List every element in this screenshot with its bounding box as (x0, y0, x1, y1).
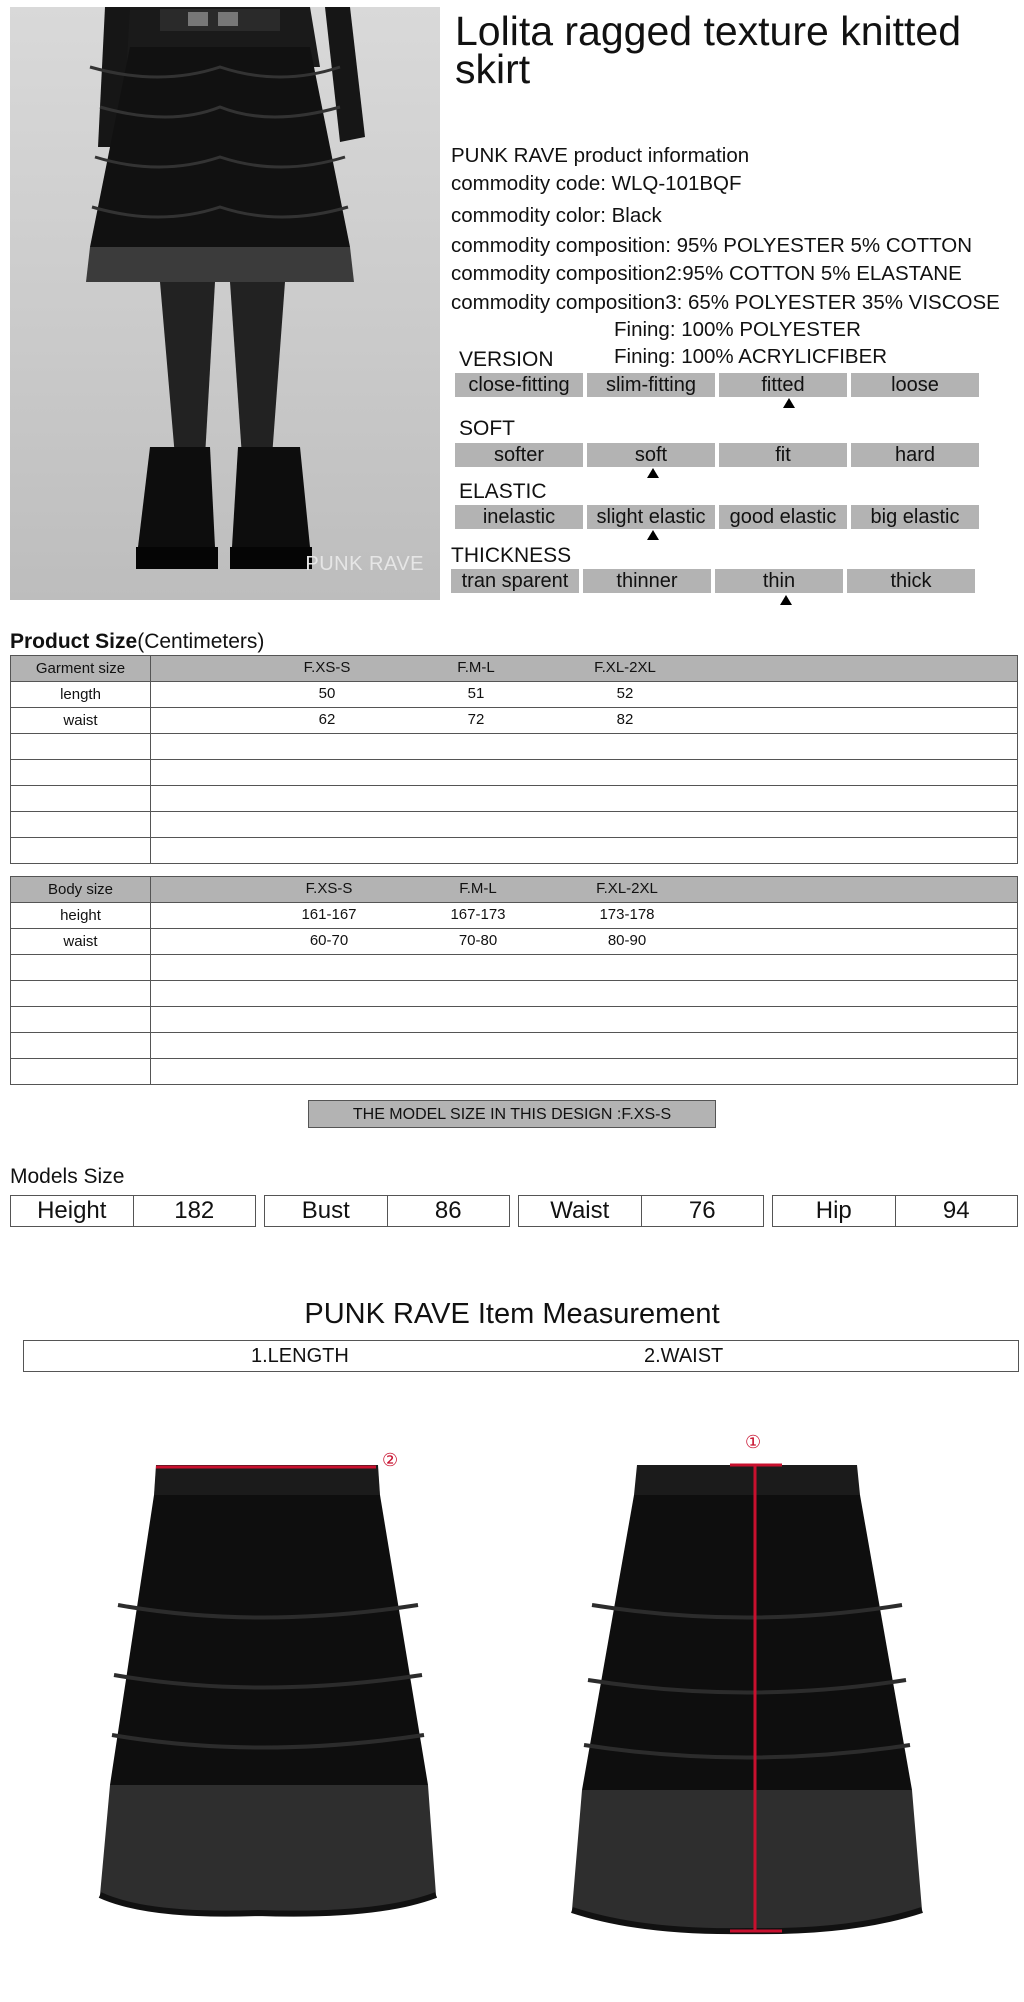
skirt-back-illustration (532, 1455, 962, 1955)
model-measure-value: 76 (688, 1197, 716, 1224)
row-label: waist (11, 929, 151, 955)
size-label: F.M-L (459, 880, 497, 897)
table-row (11, 682, 1018, 708)
models-size-table (10, 1195, 1018, 1227)
row-values (151, 1007, 1018, 1033)
attr-soft-scale (455, 443, 979, 467)
table-row (11, 734, 1018, 760)
measurement-legend (23, 1340, 1019, 1372)
product-photo (10, 7, 440, 600)
attr-option: thick (847, 569, 975, 593)
model-measure-value: 86 (434, 1197, 462, 1224)
row-values (151, 903, 1018, 929)
model-measure-label: Bust (265, 1196, 388, 1226)
info-line: commodity composition: 95% POLYESTER 5% COTTON (451, 234, 973, 257)
skirt-front-illustration (48, 1455, 468, 1935)
fining-line: Fining: 100% ACRYLICFIBER (614, 345, 888, 368)
attr-option: tran sparent (451, 569, 579, 593)
row-label (11, 734, 151, 760)
table-row (11, 955, 1018, 981)
measurement-title: PUNK RAVE Item Measurement (304, 1298, 720, 1330)
row-label: waist (11, 708, 151, 734)
size-label: F.XL-2XL (596, 880, 658, 897)
size-label: F.XS-S (305, 880, 353, 897)
row-label (11, 1007, 151, 1033)
selected-marker-icon (647, 530, 659, 540)
model-photo-illustration (10, 7, 440, 600)
row-values (151, 760, 1018, 786)
row-values (151, 682, 1018, 708)
product-size-unit: (Centimeters) (137, 630, 265, 653)
cell-value: 51 (467, 685, 485, 702)
body-size-table (10, 876, 1018, 1085)
attr-option: softer (455, 443, 583, 467)
info-line: commodity color: Black (451, 204, 662, 227)
row-values (151, 981, 1018, 1007)
product-size-label: Product Size (10, 630, 138, 653)
row-values (151, 929, 1018, 955)
attr-thickness-scale (451, 569, 975, 593)
row-values (151, 1059, 1018, 1085)
model-size-note: THE MODEL SIZE IN THIS DESIGN :F.XS-S (308, 1100, 716, 1128)
attr-option: thinner (583, 569, 711, 593)
table-header-sizes (151, 656, 1018, 682)
attr-version-scale (455, 373, 979, 397)
row-values (151, 708, 1018, 734)
model-measure (10, 1195, 256, 1227)
cell-value: 60-70 (309, 932, 349, 949)
cell-value: 72 (467, 711, 485, 728)
table-row (11, 1059, 1018, 1085)
table-row (11, 708, 1018, 734)
row-label (11, 1033, 151, 1059)
attr-elastic-scale (455, 505, 979, 529)
row-label (11, 812, 151, 838)
model-measure (264, 1195, 510, 1227)
waist-marker-icon: ② (382, 1450, 399, 1470)
cell-value: 173-178 (599, 906, 655, 923)
row-label (11, 838, 151, 864)
attr-version-heading: VERSION (459, 348, 554, 371)
model-measure-label: Waist (519, 1196, 642, 1226)
attr-option: fit (719, 443, 847, 467)
models-size-title: Models Size (10, 1165, 125, 1188)
selected-marker-icon (780, 595, 792, 605)
garment-size-table (10, 655, 1018, 864)
cell-value: 52 (616, 685, 634, 702)
row-values (151, 1033, 1018, 1059)
table-row (11, 838, 1018, 864)
row-values (151, 812, 1018, 838)
table-row (11, 1007, 1018, 1033)
selected-marker-icon (647, 468, 659, 478)
cell-value: 50 (318, 685, 336, 702)
row-label (11, 786, 151, 812)
brand-watermark: PUNK RAVE (305, 553, 424, 575)
cell-value: 167-173 (450, 906, 506, 923)
row-label (11, 760, 151, 786)
cell-value: 161-167 (301, 906, 357, 923)
model-measure-value: 94 (942, 1197, 970, 1224)
model-measure (772, 1195, 1018, 1227)
attr-option: thin (715, 569, 843, 593)
product-size-title (10, 630, 264, 654)
measurement-item: 1.LENGTH (251, 1345, 349, 1367)
cell-value: 62 (318, 711, 336, 728)
table-header-label: Body size (11, 877, 151, 903)
attr-elastic-heading: ELASTIC (459, 480, 547, 503)
attr-option: big elastic (851, 505, 979, 529)
attr-option: loose (851, 373, 979, 397)
model-measure-label: Hip (773, 1196, 896, 1226)
attr-option: close-fitting (455, 373, 583, 397)
model-measure-label: Height (11, 1196, 134, 1226)
attr-option: good elastic (719, 505, 847, 529)
attr-option: soft (587, 443, 715, 467)
model-measure (518, 1195, 764, 1227)
cell-value: 70-80 (458, 932, 498, 949)
measurement-item: 2.WAIST (644, 1345, 724, 1367)
row-label (11, 1059, 151, 1085)
attr-option: inelastic (455, 505, 583, 529)
size-label: F.M-L (457, 659, 495, 676)
fining-line: Fining: 100% POLYESTER (614, 318, 861, 341)
table-row (11, 760, 1018, 786)
attr-option: fitted (719, 373, 847, 397)
row-values (151, 786, 1018, 812)
row-values (151, 838, 1018, 864)
table-row (11, 981, 1018, 1007)
size-label: F.XL-2XL (594, 659, 656, 676)
cell-value: 80-90 (607, 932, 647, 949)
info-line: commodity composition2:95% COTTON 5% ELASTANE (451, 262, 962, 285)
row-label: height (11, 903, 151, 929)
row-values (151, 955, 1018, 981)
attr-option: hard (851, 443, 979, 467)
attr-option: slight elastic (587, 505, 715, 529)
table-row (11, 812, 1018, 838)
attr-soft-heading: SOFT (459, 417, 515, 440)
table-row (11, 1033, 1018, 1059)
cell-value: 82 (616, 711, 634, 728)
model-measure-value: 182 (174, 1197, 215, 1224)
row-label (11, 981, 151, 1007)
table-row (11, 929, 1018, 955)
table-header-sizes (151, 877, 1018, 903)
info-line: commodity composition3: 65% POLYESTER 35% VISCOSE (451, 291, 1000, 314)
attr-thickness-heading: THICKNESS (451, 544, 572, 567)
size-label: F.XS-S (303, 659, 351, 676)
length-marker-icon: ① (745, 1432, 762, 1452)
table-row (11, 903, 1018, 929)
table-header-label: Garment size (11, 656, 151, 682)
row-label (11, 955, 151, 981)
info-line: PUNK RAVE product information (451, 144, 750, 167)
row-values (151, 734, 1018, 760)
attr-option: slim-fitting (587, 373, 715, 397)
row-label: length (11, 682, 151, 708)
product-title: Lolita ragged texture knitted skirt (455, 8, 961, 92)
info-line: commodity code: WLQ-101BQF (451, 172, 742, 195)
selected-marker-icon (783, 398, 795, 408)
table-row (11, 786, 1018, 812)
